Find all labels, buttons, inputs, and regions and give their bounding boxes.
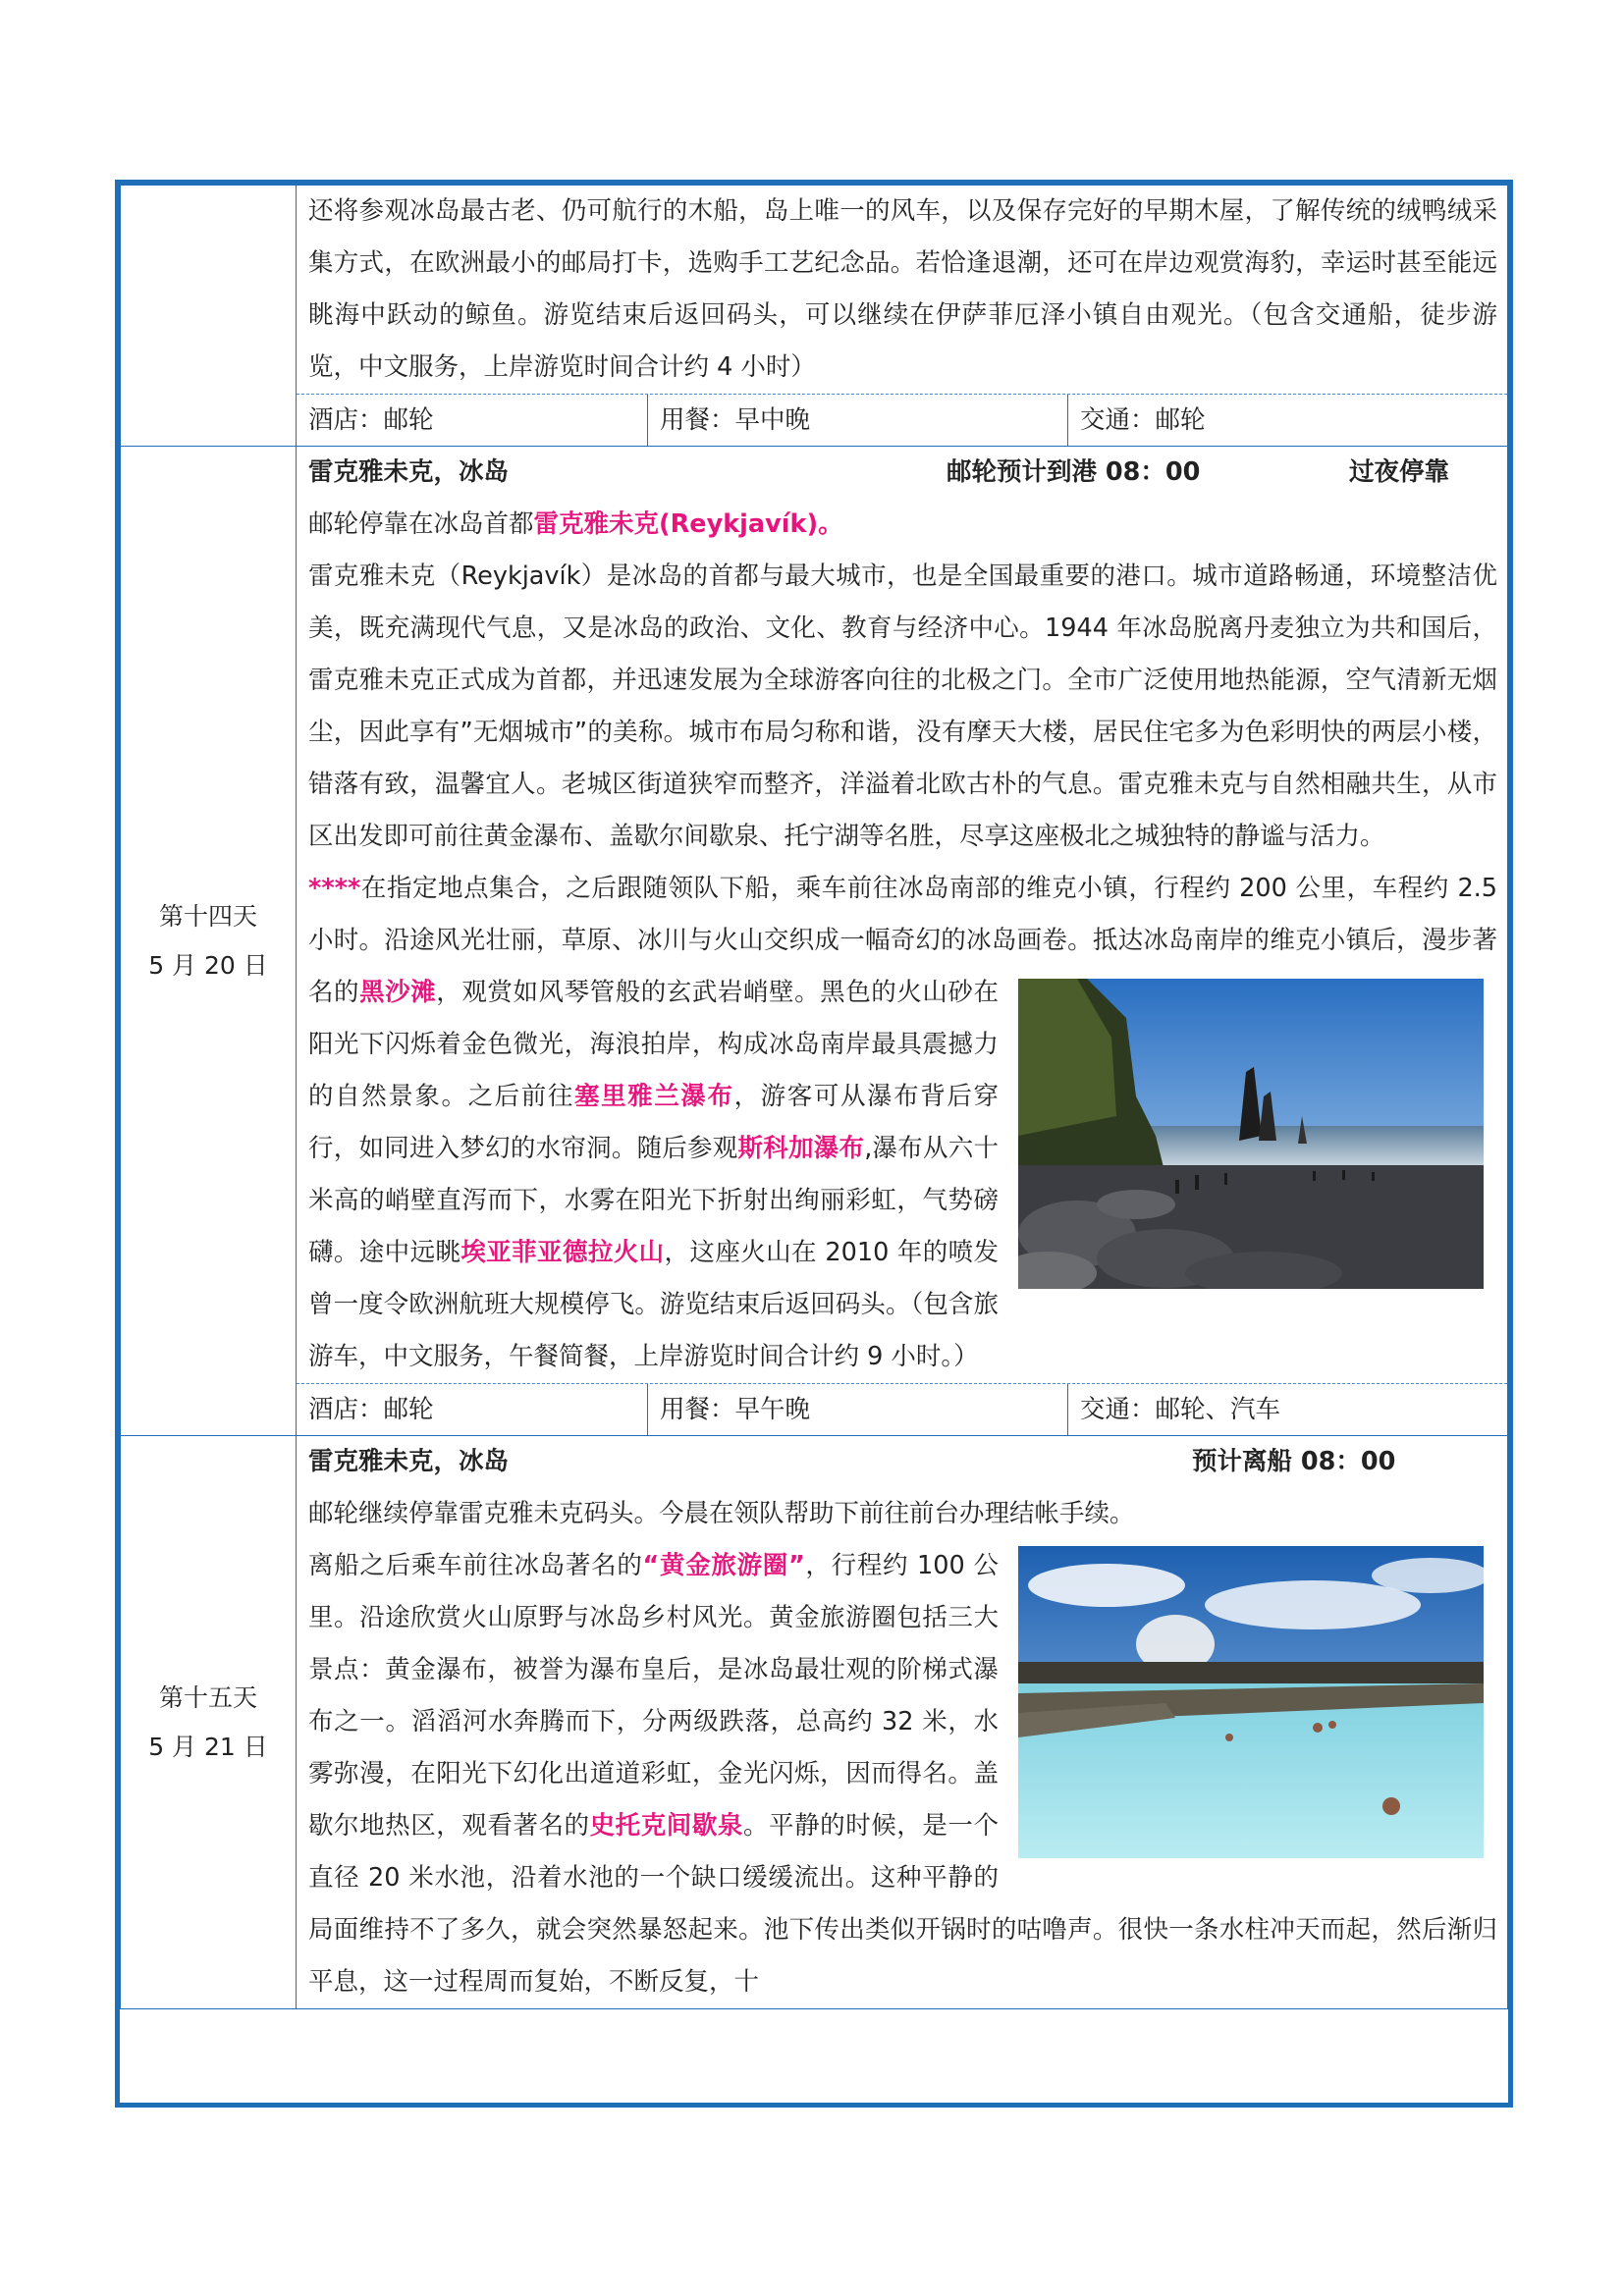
day13-transport: 交通：邮轮 [1067, 395, 1507, 446]
day15-row [121, 1436, 1508, 2009]
day14-row [121, 447, 1508, 1436]
day14-place: 雷克雅未克，冰岛 [308, 457, 510, 487]
itinerary-table [120, 185, 1508, 2009]
day14-para2: 雷克雅未克（Reykjavík）是冰岛的首都与最大城市，也是全国最重要的港口。城市道路畅通，环境整洁优美，既充满现代气息，又是冰岛的政治、文化、教育与经济中心。1944 年冰岛脱离丹麦独立为共和国后，雷克雅未克正式成为首都，并迅速发展为全球游客向往的北极之门。全市广泛使用地热能源，空气清新无烟尘，因此享有”无烟城市”的美称。城市布局匀称和谐，没有摩天大楼，居民住宅多为色彩明快的两层小楼，错落有致，温馨宜人。老城区街道狭窄而整齐，洋溢着北欧古朴的气息。雷克雅未克与自然相融共生，从市区出发即可前往黄金瀑布、盖歇尔间歇泉、托宁湖等名胜，尽享这座极北之城独特的静谧与活力。 [308, 561, 1497, 851]
day14-hotel: 酒店：邮轮 [308, 1395, 434, 1424]
black-sand-beach-highlight: 黑沙滩 [359, 978, 437, 1007]
day14-date: 5 月 20 日 [148, 950, 268, 980]
eyjafjallajokull-highlight: 埃亚菲亚德拉火山 [460, 1238, 665, 1267]
day13-content-cell [297, 186, 1508, 447]
day14-para3-b: ，观赏如风琴管般的玄武岩峭壁。黑色的火山砂在阳光下闪烁着金色微光，海浪拍岸，构成冰岛南岸最具震撼力的自然景象。之后前往 [308, 978, 999, 1111]
day14-transport: 交通：邮轮、汽车 [1067, 1384, 1507, 1435]
day13-hotel: 酒店：邮轮 [308, 405, 434, 435]
day14-para3-a: 在指定地点集合，之后跟随领队下船，乘车前往冰岛南部的维克小镇，行程约 200 公里，车程约 2.5 小时。沿途风光壮丽，草原、冰川与火山交织成一幅奇幻的冰岛画卷。抵达冰岛南岸的维克小镇后，漫步著名的 [308, 874, 1497, 1007]
day13-meta [297, 394, 1507, 446]
day15-para2-c: 。平静的时候，是一个直径 20 米水池，沿着水池的一个缺口缓缓流出。这种平静的局面维持不了多久，就会突然暴怒起来。池下传出类似开锅时的咕噜声。很快一条水柱冲天而起，然后渐归平息，这一过程周而复始，不断反复，十 [308, 1811, 1497, 1997]
day15-para2 [308, 1540, 1497, 2008]
day14-meals: 用餐：早午晚 [647, 1384, 1067, 1435]
day14-label: 第十四天 [158, 901, 257, 931]
day14-arrival: 邮轮预计到港 08：00 [947, 457, 1201, 487]
stars-marker: **** [308, 874, 361, 903]
day14-header [308, 447, 1497, 499]
day13-text: 还将参观冰岛最古老、仍可航行的木船，岛上唯一的风车，以及保存完好的早期木屋，了解传统的绒鸭绒采集方式，在欧洲最小的邮局打卡，选购手工艺纪念品。若恰逢退潮，还可在岸边观赏海豹，幸运时甚至能远眺海中跃动的鲸鱼。游览结束后返回码头，可以继续在伊萨菲厄泽小镇自由观光。（包含交通船，徒步游览，中文服务，上岸游览时间合计约 4 小时） [308, 196, 1497, 382]
day13-meals: 用餐：早中晚 [647, 395, 1067, 446]
day14-overnight: 过夜停靠 [1349, 457, 1450, 487]
day15-label: 第十五天 [158, 1682, 257, 1712]
day14-meta [297, 1383, 1507, 1435]
reykjavik-highlight: 雷克雅未克(Reykjavík)。 [533, 509, 843, 539]
strokkur-geyser-highlight: 史托克间歇泉 [589, 1811, 743, 1841]
day15-para2-b: ，行程约 100 公里。沿途欣赏火山原野与冰岛乡村风光。黄金旅游圈包括三大景点：黄金瀑布，被誉为瀑布皇后，是冰岛最壮观的阶梯式瀑布之一。滔滔河水奔腾而下，分两级跌落，总高约 32 米，水雾弥漫，在阳光下幻化出道道彩虹，金光闪烁，因而得名。盖歇尔地热区，观看著名的 [308, 1551, 999, 1841]
black-sand-beach-photo [1018, 979, 1484, 1289]
day14-day-cell [121, 447, 297, 1436]
day14-content-cell [297, 447, 1508, 1436]
day15-header [308, 1436, 1497, 1488]
day15-departure: 预计离船 08：00 [1192, 1447, 1396, 1476]
day15-content-cell [297, 1436, 1508, 2009]
day15-para1: 邮轮继续停靠雷克雅未克码头。今晨在领队帮助下前往前台办理结帐手续。 [308, 1499, 1135, 1528]
day14-para1 [308, 499, 1497, 551]
day14-para3-c: ，游客可从瀑布背后穿行，如同进入梦幻的水帘洞。随后参观 [308, 1082, 999, 1163]
day15-place: 雷克雅未克，冰岛 [308, 1447, 510, 1476]
day15-para2-a: 离船之后乘车前往冰岛著名的 [308, 1551, 643, 1580]
golden-circle-highlight: “黄金旅游圈” [642, 1551, 805, 1580]
blue-lagoon-photo [1018, 1546, 1484, 1858]
day14-para3-d: ,瀑布从六十米高的峭壁直泻而下，水雾在阳光下折射出绚丽彩虹，气势磅礴。途中远眺 [308, 1134, 999, 1267]
day14-para3-e: ，这座火山在 2010 年的喷发曾一度令欧洲航班大规模停飞。游览结束后返回码头。（包含旅游车，中文服务，午餐简餐，上岸游览时间合计约 9 小时。） [308, 1238, 999, 1371]
day14-para3 [308, 863, 1497, 1383]
day13-day-cell [121, 186, 297, 447]
skogafoss-highlight: 斯科加瀑布 [737, 1134, 865, 1163]
day13-row [121, 186, 1508, 447]
day15-day-cell [121, 1436, 297, 2009]
itinerary-frame [115, 180, 1513, 2108]
day14-para1-text: 邮轮停靠在冰岛首都 [308, 509, 534, 539]
day15-date: 5 月 21 日 [148, 1732, 268, 1761]
seljalandsfoss-highlight: 塞里雅兰瀑布 [573, 1082, 734, 1111]
